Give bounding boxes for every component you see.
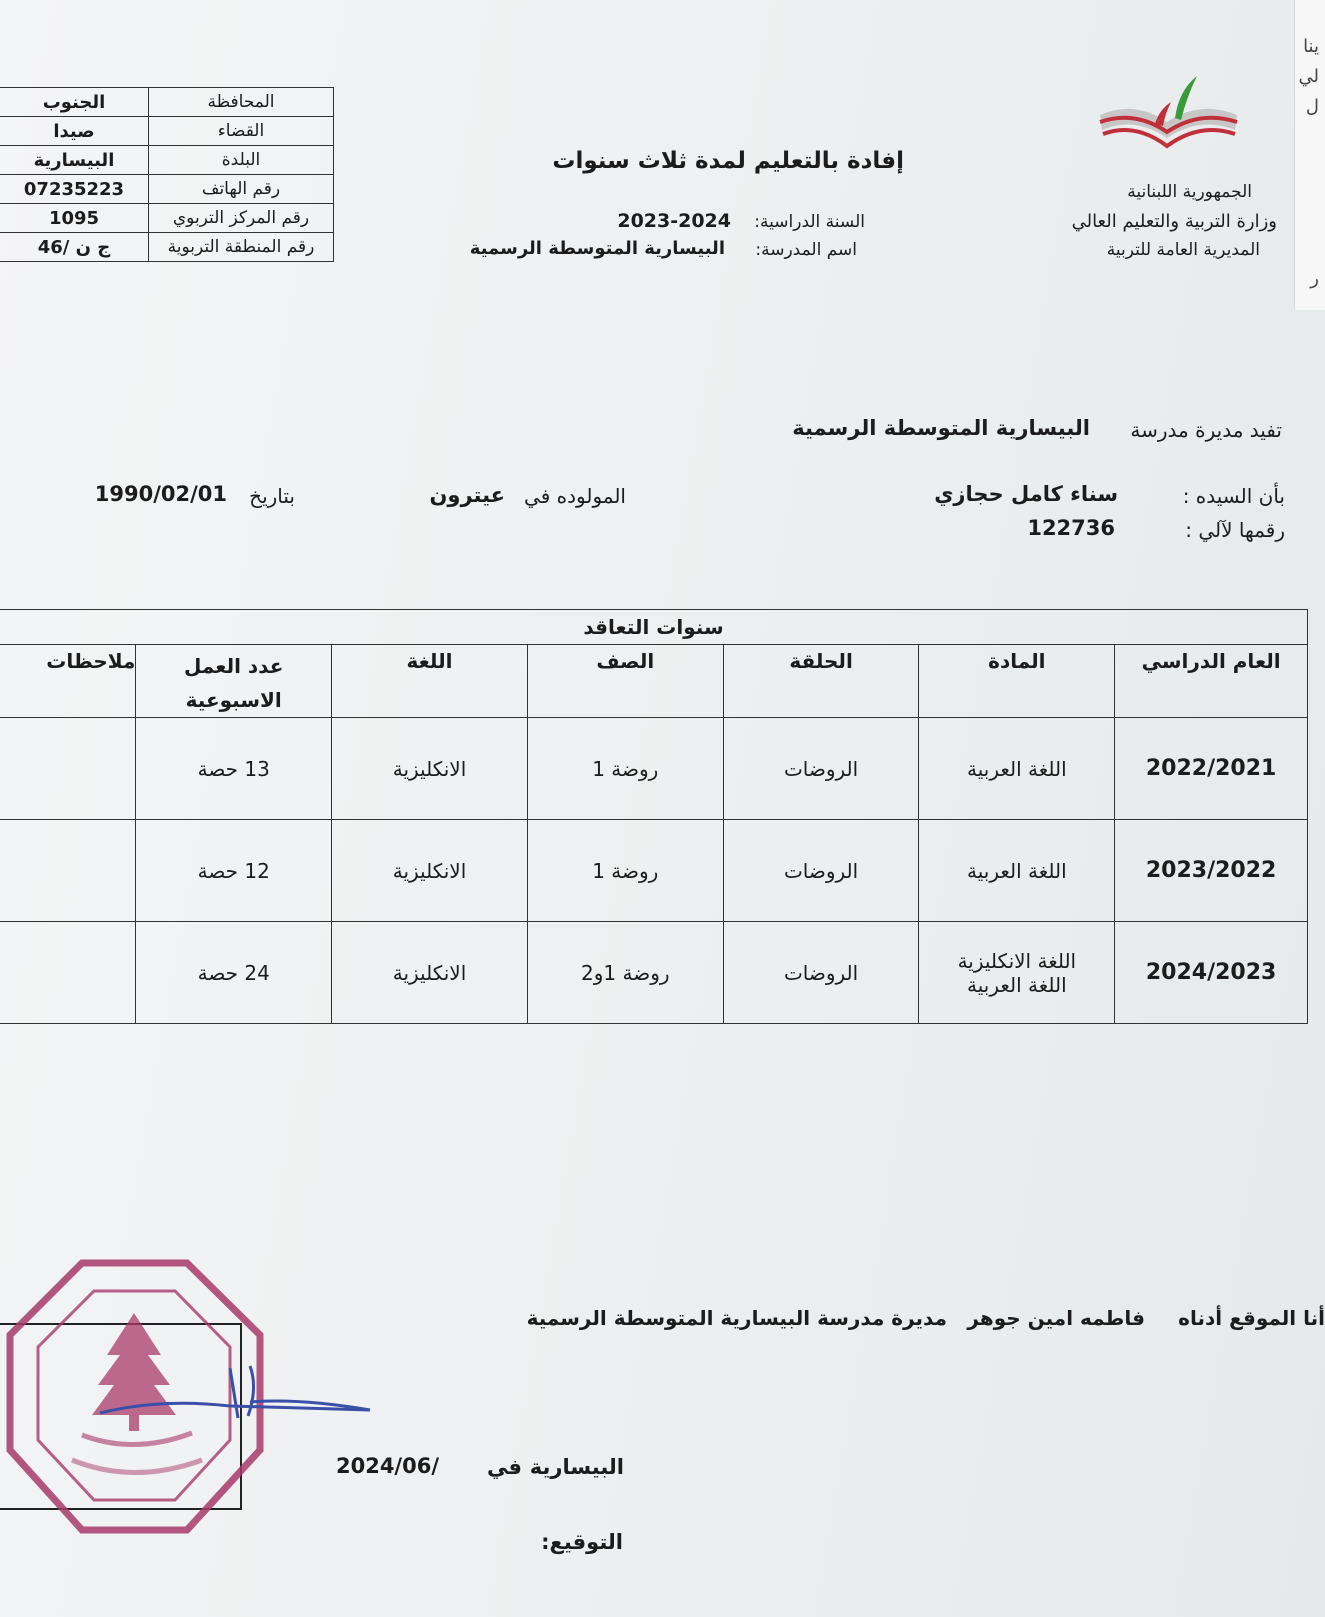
- info-key: رقم المركز التربوي: [149, 204, 334, 233]
- academic-year-value: 2023-2024: [617, 210, 731, 232]
- info-key: رقم الهاتف: [149, 175, 334, 204]
- column-header: عدد العمل الاسبوعية: [136, 645, 332, 718]
- info-value: 07235223: [0, 175, 149, 204]
- edge-fragment: ل: [1305, 96, 1319, 117]
- cycle-cell: الروضات: [723, 820, 919, 922]
- info-value: البيسارية: [0, 146, 149, 175]
- table-row: [0, 820, 1308, 922]
- info-key: رقم المنطقة التربوية: [149, 233, 334, 262]
- column-header: المادة: [919, 645, 1115, 718]
- notes-cell: [0, 718, 136, 820]
- republic-label: الجمهورية اللبنانية: [1127, 182, 1252, 202]
- ministry-logo: [1095, 70, 1245, 162]
- column-header: الصف: [527, 645, 723, 718]
- born-label: المولوده في: [524, 484, 626, 508]
- table-row: [0, 88, 334, 117]
- table-header-row: [0, 645, 1308, 718]
- table-row: [0, 117, 334, 146]
- born-place: عيترون: [429, 483, 505, 507]
- column-header: اللغة: [332, 645, 528, 718]
- edge-fragment: ينا: [1303, 36, 1319, 57]
- table-row: [0, 718, 1308, 820]
- table-caption: سنوات التعاقد: [0, 610, 1308, 645]
- language-cell: الانكليزية: [332, 922, 528, 1024]
- table-row: [0, 175, 334, 204]
- grade-cell: روضة 1و2: [527, 922, 723, 1024]
- notes-cell: [0, 922, 136, 1024]
- id-value: 122736: [1027, 516, 1115, 540]
- cycle-cell: الروضات: [723, 922, 919, 1024]
- signer-name: فاطمه امين جوهر: [967, 1306, 1145, 1330]
- academic-year-label: السنة الدراسية:: [754, 212, 865, 232]
- hours-cell: 12 حصة: [136, 820, 332, 922]
- edge-fragment: ر: [1310, 268, 1319, 289]
- school-name-label: اسم المدرسة:: [755, 240, 857, 260]
- issue-date: 2024/06/: [335, 1454, 439, 1478]
- language-cell: الانكليزية: [332, 718, 528, 820]
- birth-date-value: 1990/02/01: [94, 482, 227, 506]
- adjacent-page-edge: [1294, 0, 1325, 310]
- contract-years-table: [0, 609, 1308, 1024]
- year-cell: 2022/2021: [1115, 718, 1308, 820]
- column-header: الحلقة: [723, 645, 919, 718]
- column-header: العام الدراسي: [1115, 645, 1308, 718]
- intro-text: تفيد مديرة مدرسة: [1130, 418, 1282, 442]
- info-value: 1095: [0, 204, 149, 233]
- cycle-cell: الروضات: [723, 718, 919, 820]
- intro-school: البيسارية المتوسطة الرسمية: [792, 416, 1090, 440]
- year-cell: 2024/2023: [1115, 922, 1308, 1024]
- subject-cell: [919, 922, 1115, 1024]
- place-value: البيسارية: [529, 1455, 624, 1479]
- language-cell: الانكليزية: [332, 820, 528, 922]
- ministry-label: وزارة التربية والتعليم العالي: [1071, 211, 1277, 232]
- table-row: [0, 146, 334, 175]
- info-value: الجنوب: [0, 88, 149, 117]
- info-value: ج ن /46: [0, 233, 149, 262]
- subject-cell: اللغة العربية: [919, 718, 1115, 820]
- signer-role: مديرة مدرسة البيسارية المتوسطة الرسمية: [526, 1306, 947, 1330]
- table-row: [0, 204, 334, 233]
- school-info-table: [0, 87, 334, 262]
- column-header: ملاحظات: [0, 645, 136, 718]
- info-key: البلدة: [149, 146, 334, 175]
- info-key: المحافظة: [149, 88, 334, 117]
- signature-label: التوقيع:: [541, 1530, 623, 1554]
- grade-cell: روضة 1: [527, 718, 723, 820]
- info-value: صيدا: [0, 117, 149, 146]
- year-cell: 2023/2022: [1115, 820, 1308, 922]
- id-label: رقمها لآلي :: [1185, 518, 1285, 542]
- hours-cell: 13 حصة: [136, 718, 332, 820]
- lady-label: بأن السيده :: [1182, 484, 1285, 508]
- signer-label: أنا الموقع أدناه: [1178, 1306, 1325, 1330]
- directorate-label: المديرية العامة للتربية: [1106, 240, 1260, 260]
- handwritten-signature: [80, 1358, 380, 1428]
- edge-fragment: لي: [1298, 66, 1319, 87]
- subject-line: اللغة الانكليزية: [957, 948, 1077, 973]
- subject-cell: اللغة العربية: [919, 820, 1115, 922]
- table-row: [0, 922, 1308, 1024]
- school-name-value: البيسارية المتوسطة الرسمية: [469, 238, 725, 259]
- document-title: إفادة بالتعليم لمدة ثلاث سنوات: [552, 148, 904, 174]
- grade-cell: روضة 1: [527, 820, 723, 922]
- hours-cell: 24 حصة: [136, 922, 332, 1024]
- subject-line: اللغة العربية: [967, 972, 1067, 997]
- place-in-label: في: [487, 1455, 522, 1479]
- notes-cell: [0, 820, 136, 922]
- table-row: [0, 233, 334, 262]
- birth-date-label: بتاريخ: [249, 484, 295, 508]
- info-key: القضاء: [149, 117, 334, 146]
- lady-name: سناء كامل حجازي: [934, 482, 1118, 506]
